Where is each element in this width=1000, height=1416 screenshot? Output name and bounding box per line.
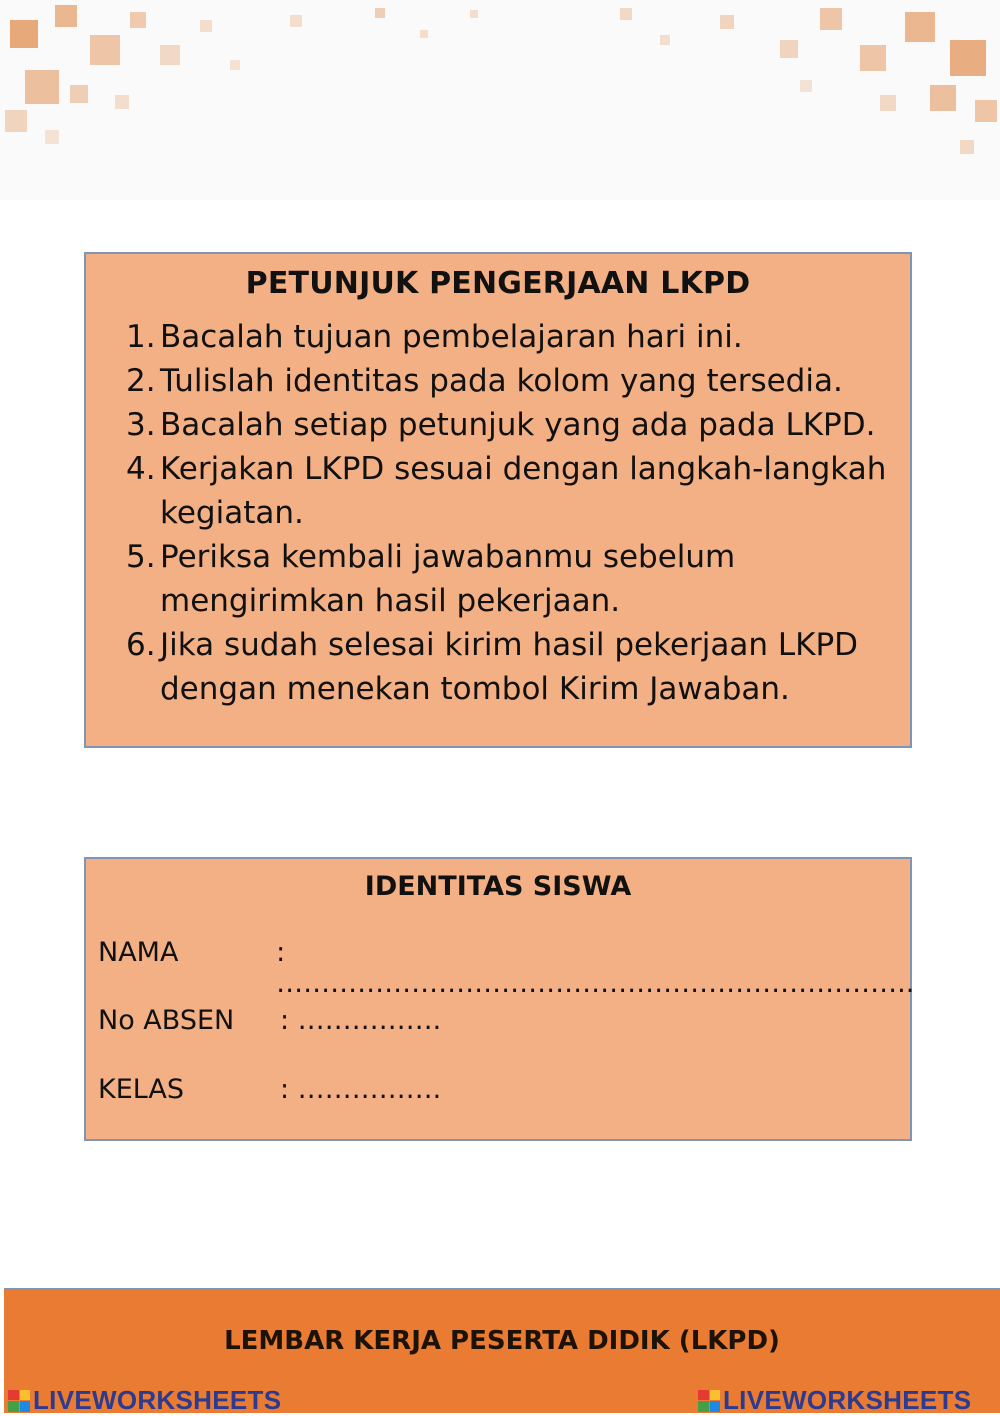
- name-field[interactable]: : ……………………………………………………………..: [276, 937, 915, 999]
- step-text: Kerjakan LKPD sesuai dengan langkah-langkah kegiatan.: [160, 451, 887, 531]
- step-number: 4.: [126, 451, 156, 487]
- list-item: [126, 315, 910, 359]
- instructions-list: [86, 315, 910, 711]
- step-text: Tulislah identitas pada kolom yang tersedia.: [160, 363, 843, 399]
- footer-banner: [4, 1288, 1000, 1413]
- kelas-field[interactable]: : …………….: [280, 1074, 442, 1105]
- list-item: [126, 535, 910, 623]
- identity-title: IDENTITAS SISWA: [364, 871, 632, 902]
- absen-field[interactable]: : …………….: [280, 1005, 442, 1036]
- step-number: 2.: [126, 363, 156, 399]
- step-number: 1.: [126, 319, 156, 355]
- field-label: KELAS: [98, 1074, 185, 1105]
- list-item: [126, 403, 910, 447]
- identity-row-nama: [98, 937, 918, 999]
- step-number: 3.: [126, 407, 156, 443]
- header-decoration: [0, 0, 1000, 200]
- step-text: Jika sudah selesai kirim hasil pekerjaan LKPD dengan menekan tombol Kirim Jawaban.: [160, 627, 859, 707]
- step-text: Bacalah setiap petunjuk yang ada pada LKPD.: [160, 407, 876, 443]
- identity-row-kelas: [98, 1074, 441, 1105]
- step-number: 6.: [126, 627, 156, 663]
- watermark-text: LIVEWORKSHEETS: [723, 1385, 972, 1415]
- liveworksheets-logo-icon: [8, 1390, 30, 1412]
- identity-panel: [84, 857, 915, 1141]
- watermark-left: [8, 1385, 281, 1416]
- watermark-right: [698, 1385, 971, 1416]
- identity-row-absen: [98, 1005, 441, 1036]
- instructions-panel: [84, 252, 912, 748]
- liveworksheets-logo-icon: [698, 1390, 720, 1412]
- instructions-title: PETUNJUK PENGERJAAN LKPD: [245, 266, 751, 301]
- step-text: Bacalah tujuan pembelajaran hari ini.: [160, 319, 743, 355]
- step-number: 5.: [126, 539, 156, 575]
- list-item: [126, 623, 910, 711]
- list-item: [126, 359, 910, 403]
- step-text: Periksa kembali jawabanmu sebelum mengirimkan hasil pekerjaan.: [160, 539, 736, 619]
- list-item: [126, 447, 910, 535]
- field-label: No ABSEN: [98, 1005, 235, 1036]
- watermark-text: LIVEWORKSHEETS: [33, 1385, 282, 1415]
- field-label: NAMA: [98, 937, 179, 968]
- footer-title: LEMBAR KERJA PESERTA DIDIK (LKPD): [224, 1326, 780, 1356]
